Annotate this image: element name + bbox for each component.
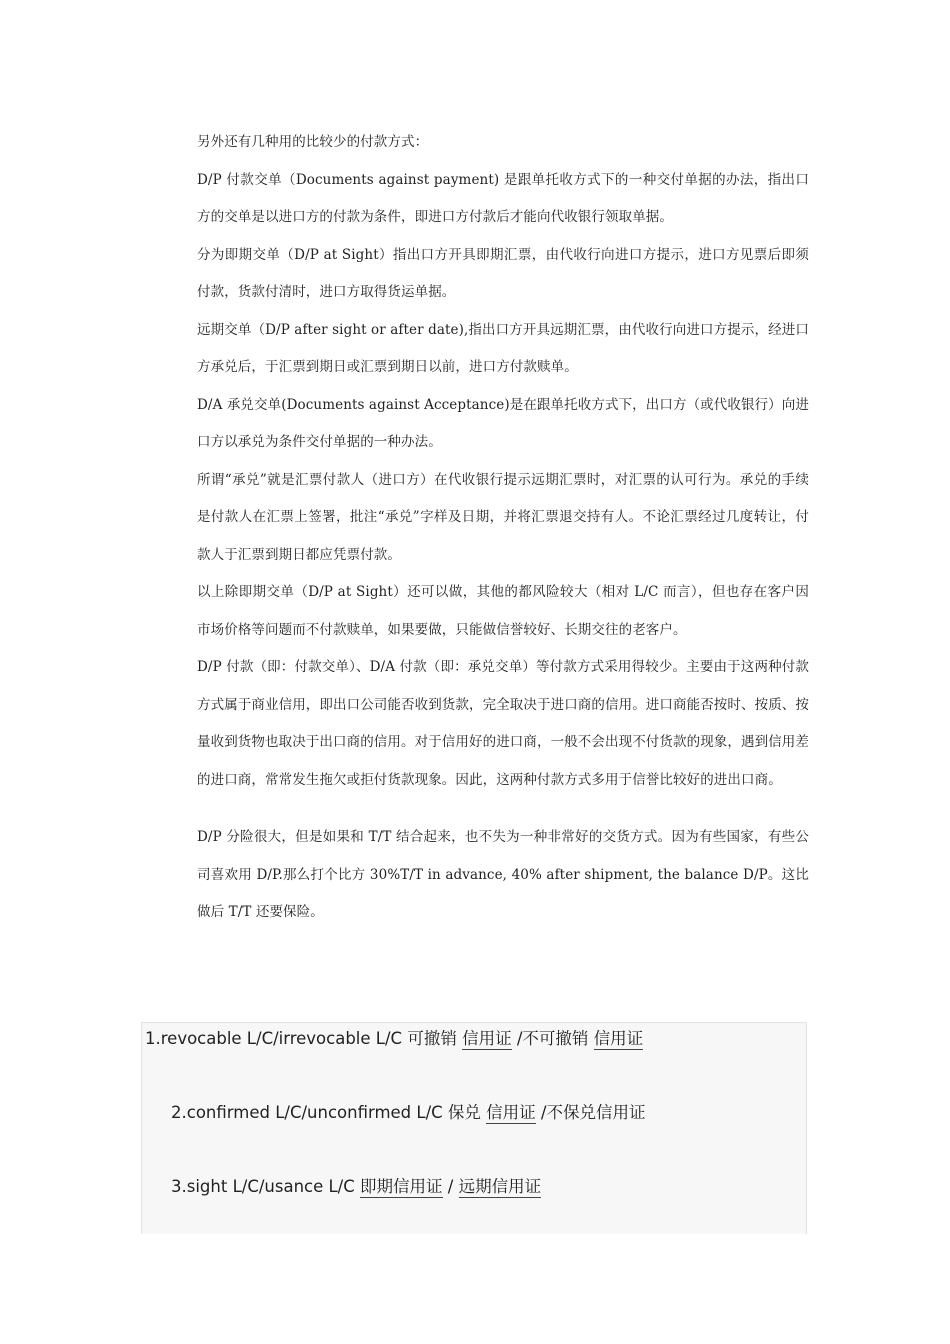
paragraph-dp-sight: 分为即期交单（D/P at Sight）指出口方开具即期汇票，由代收行向进口方提示，进口方见票后即须付款，货款付清时，进口方取得货运单据。 <box>197 246 809 300</box>
document-body <box>197 124 809 932</box>
paragraph-dp: D/P 付款交单（Documents against payment) 是跟单托收方式下的一种交付单据的办法，指出口方的交单是以进口方的付款为条件，即进口方付款后才能向代收银行领取单据。 <box>197 171 809 225</box>
lc-line-chinese: 可撤销 <box>407 1029 457 1048</box>
paragraph-da: D/A 承兑交单(Documents against Acceptance)是在跟单托收方式下，出口方（或代收银行）向进口方以承兑为条件交付单据的一种办法。 <box>197 396 809 450</box>
lc-line-english: 2.confirmed L/C/unconfirmed L/C <box>171 1103 443 1122</box>
lc-line-chinese: 保兑 <box>447 1103 481 1122</box>
lc-line-separator: / <box>447 1177 454 1196</box>
lc-line-chinese: /不保兑信用证 <box>540 1103 646 1122</box>
lc-line-sight-usance <box>171 1173 541 1197</box>
paragraph-commercial-credit: D/P 付款（即：付款交单）、D/A 付款（即：承兑交单）等付款方式采用得较少。主要由于这两种付款方式属于商业信用，即出口公司能否收到货款，完全取决于进口商的信用。进口商能否按时、按质、按量收到货物也取决于出口商的信用。对于信用好的进口商，一般不会出现不付货款的现象，遇到信用差的进口商，常常发生拖欠或拒付货款现象。因此，这两种付款方式多用于信誉比较好的进出口商。 <box>197 659 809 788</box>
lc-keyword-link[interactable]: 信用证 <box>486 1103 536 1122</box>
paragraph-acceptance: 所谓“承兑”就是汇票付款人（进口方）在代收银行提示远期汇票时，对汇票的认可行为。承兑的手续是付款人在汇票上签署，批注“承兑”字样及日期，并将汇票退交持有人。不论汇票经过几度转让，付款人于汇票到期日都应凭票付款。 <box>197 471 809 563</box>
lc-keyword-link[interactable]: 信用证 <box>593 1029 644 1048</box>
lc-keyword-link[interactable]: 远期信用证 <box>458 1177 542 1196</box>
paragraph-intro: 另外还有几种用的比较少的付款方式： <box>197 134 429 150</box>
paragraph-dp-usance: 远期交单（D/P after sight or after date),指出口方开具远期汇票，由代收行向进口方提示，经进口方承兑后，于汇票到期日或汇票到期日以前，进口方付款赎单。 <box>197 321 809 375</box>
lc-line-english: 3.sight L/C/usance L/C <box>171 1177 355 1196</box>
lc-keyword-link[interactable]: 即期信用证 <box>360 1177 443 1196</box>
lc-line-chinese: /不可撤销 <box>516 1029 589 1048</box>
paragraph-dp-tt: D/P 分险很大，但是如果和 T/T 结合起来，也不失为一种非常好的交货方式。因为有些国家，有些公司喜欢用 D/P.那么打个比方 30%T/T in advance, 40% after shipment, the balance D/P。这比做后 T/T 还要保险。 <box>197 829 809 920</box>
lc-keyword-link[interactable]: 信用证 <box>462 1029 512 1048</box>
lc-types-box <box>141 1022 807 1234</box>
paragraph-risk: 以上除即期交单（D/P at Sight）还可以做，其他的都风险较大（相对 L/C 而言），但也存在客户因市场价格等问题而不付款赎单，如果要做，只能做信誉较好、长期交往的老客户。 <box>197 584 809 638</box>
lc-line-english: 1.revocable L/C/irrevocable L/C <box>145 1029 403 1048</box>
lc-line-confirmed <box>171 1099 645 1123</box>
lc-line-revocable <box>145 1025 643 1049</box>
